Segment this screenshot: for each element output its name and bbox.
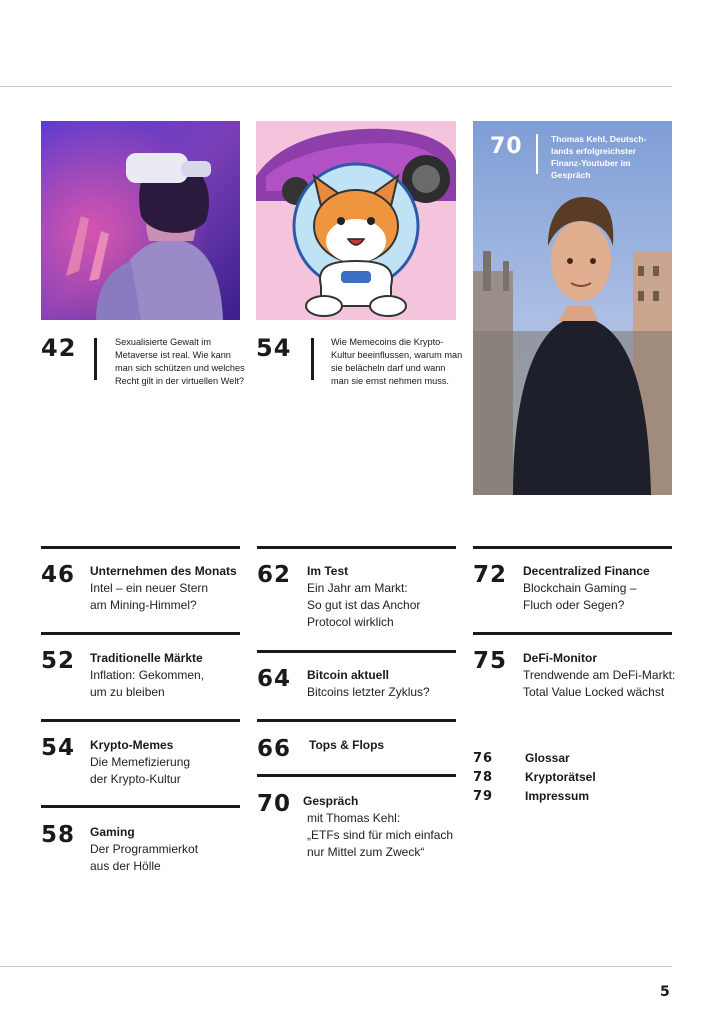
toc-entry-title[interactable]: Im Test <box>307 564 349 578</box>
toc-page-number[interactable]: 72 <box>473 562 508 588</box>
toc-entry-description <box>90 667 204 701</box>
description-line: Blockchain Gaming – <box>523 581 637 595</box>
description-line: Bitcoins letzter Zyklus? <box>307 685 430 699</box>
toc-entry-description <box>307 580 420 631</box>
toc-entry-title[interactable]: Traditionelle Märkte <box>90 651 203 665</box>
toc-entry-title[interactable]: Glossar <box>525 751 570 765</box>
vr-headset-woman-image[interactable] <box>41 121 240 320</box>
toc-page-number[interactable]: 75 <box>473 648 508 674</box>
teaser-line: sie belächeln darf und wann <box>331 363 446 373</box>
toc-page-number[interactable]: 58 <box>41 822 76 848</box>
toc-entry-title[interactable]: Decentralized Finance <box>523 564 650 578</box>
toc-divider <box>257 650 456 653</box>
feature-teaser <box>331 336 471 388</box>
toc-divider <box>41 632 240 635</box>
toc-entry-title[interactable]: DeFi-Monitor <box>523 651 597 665</box>
feature-number[interactable]: 70 <box>490 134 523 159</box>
shiba-astronaut-sportscar-image[interactable] <box>256 121 456 320</box>
description-line: Inflation: Gekommen, <box>90 668 205 682</box>
toc-divider <box>41 546 240 549</box>
toc-entry-title[interactable]: Unternehmen des Monats <box>90 564 237 578</box>
toc-entry-description <box>307 810 453 861</box>
toc-entry-title[interactable]: Tops & Flops <box>309 738 385 752</box>
toc-entry-title[interactable]: Kryptorätsel <box>525 770 596 784</box>
toc-entry-title[interactable]: Gaming <box>90 825 135 839</box>
teaser-line: Kultur beeinflussen, warum man <box>331 350 463 360</box>
teaser-line: man sich schützen und welches <box>115 363 245 373</box>
description-line: „ETFs sind für mich einfach <box>307 828 454 842</box>
toc-page-number[interactable]: 46 <box>41 562 76 588</box>
toc-entry-description <box>90 754 190 788</box>
page-number: 5 <box>660 984 671 1000</box>
vr-scene-illustration <box>41 121 240 320</box>
feature-teaser <box>115 336 245 388</box>
toc-page-number[interactable]: 62 <box>257 562 292 588</box>
toc-page-number[interactable]: 54 <box>41 735 76 761</box>
toc-entry-title[interactable]: Impressum <box>525 789 590 803</box>
description-line: Der Programmierkot <box>90 842 199 856</box>
feature-number[interactable]: 54 <box>256 334 292 362</box>
description-line: aus der Hölle <box>90 859 161 873</box>
description-line: So gut ist das Anchor <box>307 598 421 612</box>
top-divider <box>0 86 672 87</box>
description-line: Protocol wirklich <box>307 615 394 629</box>
description-line: um zu bleiben <box>90 685 165 699</box>
toc-divider <box>257 719 456 722</box>
toc-entry-title[interactable]: Krypto-Memes <box>90 738 174 752</box>
toc-entry-description <box>523 580 636 614</box>
feature-divider <box>311 338 314 380</box>
teaser-line: man sie ernst nehmen muss. <box>331 376 449 386</box>
teaser-line: Sexualisierte Gewalt im <box>115 337 211 347</box>
shiba-illustration <box>256 121 456 320</box>
feature-number[interactable]: 42 <box>41 334 77 362</box>
feature-teaser <box>551 133 661 181</box>
toc-entry-description <box>307 684 430 701</box>
teaser-line: Finanz-Youtuber im <box>551 158 631 168</box>
toc-page-number[interactable]: 79 <box>473 789 494 804</box>
teaser-line: Wie Memecoins die Krypto- <box>331 337 444 347</box>
description-line: der Krypto-Kultur <box>90 772 181 786</box>
teaser-line: lands erfolgreichster <box>551 146 637 156</box>
toc-divider <box>257 546 456 549</box>
description-line: Fluch oder Segen? <box>523 598 625 612</box>
feature-divider <box>94 338 97 380</box>
toc-page-number[interactable]: 70 <box>257 791 292 817</box>
teaser-line: Gespräch <box>551 170 591 180</box>
toc-entry-title[interactable]: Bitcoin aktuell <box>307 668 390 682</box>
toc-entry-description <box>523 667 675 701</box>
toc-divider <box>257 774 456 777</box>
teaser-line: Thomas Kehl, Deutsch- <box>551 134 647 144</box>
toc-page-number[interactable]: 76 <box>473 751 494 766</box>
teaser-line: Recht gilt in der virtuellen Welt? <box>115 376 245 386</box>
description-line: am Mining-Himmel? <box>90 598 197 612</box>
toc-page-number[interactable]: 64 <box>257 666 292 692</box>
toc-entry-description <box>90 580 208 614</box>
toc-entry-description <box>90 841 198 875</box>
toc-divider <box>473 632 672 635</box>
toc-page-number[interactable]: 78 <box>473 770 494 785</box>
toc-divider <box>41 805 240 808</box>
toc-page-number[interactable]: 66 <box>257 736 292 762</box>
description-line: mit Thomas Kehl: <box>307 811 401 825</box>
toc-entry-title[interactable]: Gespräch <box>303 794 359 808</box>
bottom-divider <box>0 966 672 967</box>
description-line: Ein Jahr am Markt: <box>307 581 408 595</box>
description-line: Die Memefizierung <box>90 755 191 769</box>
description-line: Trendwende am DeFi-Markt: <box>523 668 676 682</box>
toc-page-number[interactable]: 52 <box>41 648 76 674</box>
toc-divider <box>41 719 240 722</box>
teaser-line: Metaverse ist real. Wie kann <box>115 350 231 360</box>
description-line: nur Mittel zum Zweck“ <box>307 845 425 859</box>
feature-divider <box>536 134 538 174</box>
description-line: Intel – ein neuer Stern <box>90 581 209 595</box>
toc-divider <box>473 546 672 549</box>
description-line: Total Value Locked wächst <box>523 685 665 699</box>
